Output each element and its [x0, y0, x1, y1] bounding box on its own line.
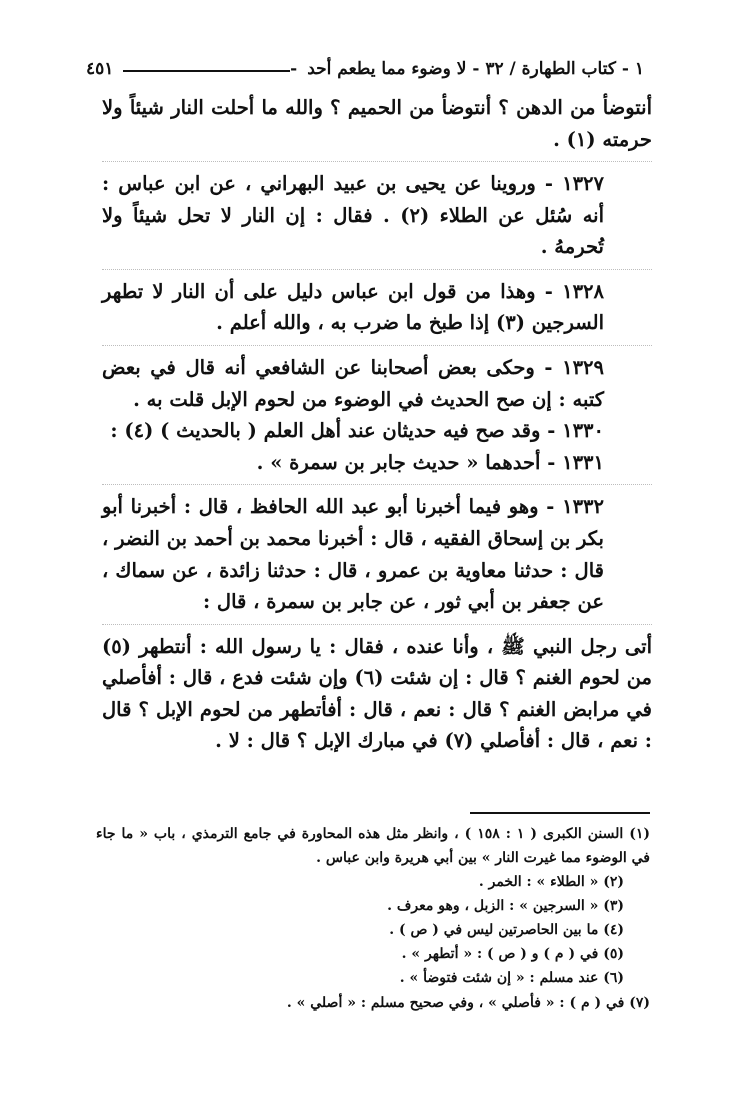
footnote: (٥) في ( م ) و ( ص ) : « أتطهر » . — [401, 946, 624, 963]
footnote: (٢) « الطلاء » : الخمر . — [478, 874, 624, 891]
paragraph: ١٣٣٠ - وقد صح فيه حديثان عند أهل العلم ( بالحديث ) (٤) : — [110, 419, 604, 443]
paragraph: ١٣٢٧ - وروينا عن يحيى بن عبيد البهراني ، عن ابن عباس : أنه سُئل عن الطلاء (٢) . فقال : إن النار لا تحل شيئاً ولا تُحرمهُ . — [102, 161, 652, 263]
running-header — [86, 54, 644, 84]
paragraph: ١٣٣١ - أحدهما « حديث جابر بن سمرة » . — [256, 450, 604, 474]
paragraph: ١٣٢٨ - وهذا من قول ابن عباس دليل على أن النار لا تطهر السرجين (٣) إذا طبخ ما ضرب به ، والله أعلم . — [102, 269, 652, 339]
footnote: (٤) ما بين الحاصرتين ليس في ( ص ) . — [389, 922, 624, 939]
paragraph: ١٣٢٩ - وحكى بعض أصحابنا عن الشافعي أنه قال في بعض كتبه : إن صح الحديث في الوضوء من لحوم الإبل قلت به . — [102, 345, 652, 415]
footnote-rule — [470, 812, 650, 814]
chapter-title: ١ - كتاب الطهارة / ٣٢ - لا وضوء مما يطعم أحد — [307, 59, 644, 79]
main-text — [102, 92, 652, 757]
header-rule — [123, 70, 290, 72]
footnote: (٧) في ( م ) : « فأصلي » ، وفي صحيح مسلم : « أصلي » . — [286, 994, 650, 1011]
header-dash: - — [290, 59, 298, 79]
page-number: ٤٥١ — [86, 59, 114, 79]
footnotes — [96, 822, 650, 1015]
footnote: (١) السنن الكبرى ( ١ : ١٥٨ ) ، وانظر مثل هذه المحاورة في جامع الترمذي ، باب « ما جاء في الوضوء مما غيرت النار » بين أبي هريرة وابن عباس . — [96, 826, 650, 867]
paragraph: أتى رجل النبي ﷺ ، وأنا عنده ، فقال : يا رسول الله : أنتطهر (٥) من لحوم الغنم ؟ قال : إن شئت (٦) وإن شئت فدع ، قال : أفأصلي في مرابض الغنم ؟ قال : نعم ، قال : أفأتطهر من لحوم الإبل ؟ قال : نعم ، قال : أفأصلي (٧) في مبارك الإبل ؟ قال : لا . — [102, 624, 652, 757]
footnote: (٦) عند مسلم : « إن شئت فتوضأ » . — [399, 970, 624, 987]
paragraph: أنتوضأ من الدهن ؟ أنتوضأ من الحميم ؟ والله ما أحلت النار شيئاً ولا حرمته (١) . — [102, 96, 652, 151]
footnote: (٣) « السرجين » : الزبل ، وهو معرف . — [387, 898, 624, 915]
paragraph: ١٣٣٢ - وهو فيما أخبرنا أبو عبد الله الحافظ ، قال : أخبرنا أبو بكر بن إسحاق الفقيه ، قال : أخبرنا محمد بن أحمد بن النضر ، قال : حدثنا معاوية بن عمرو ، قال : حدثنا زائدة ، عن سماك ، عن جعفر بن أبي ثور ، عن جابر بن سمرة ، قال : — [102, 484, 652, 617]
